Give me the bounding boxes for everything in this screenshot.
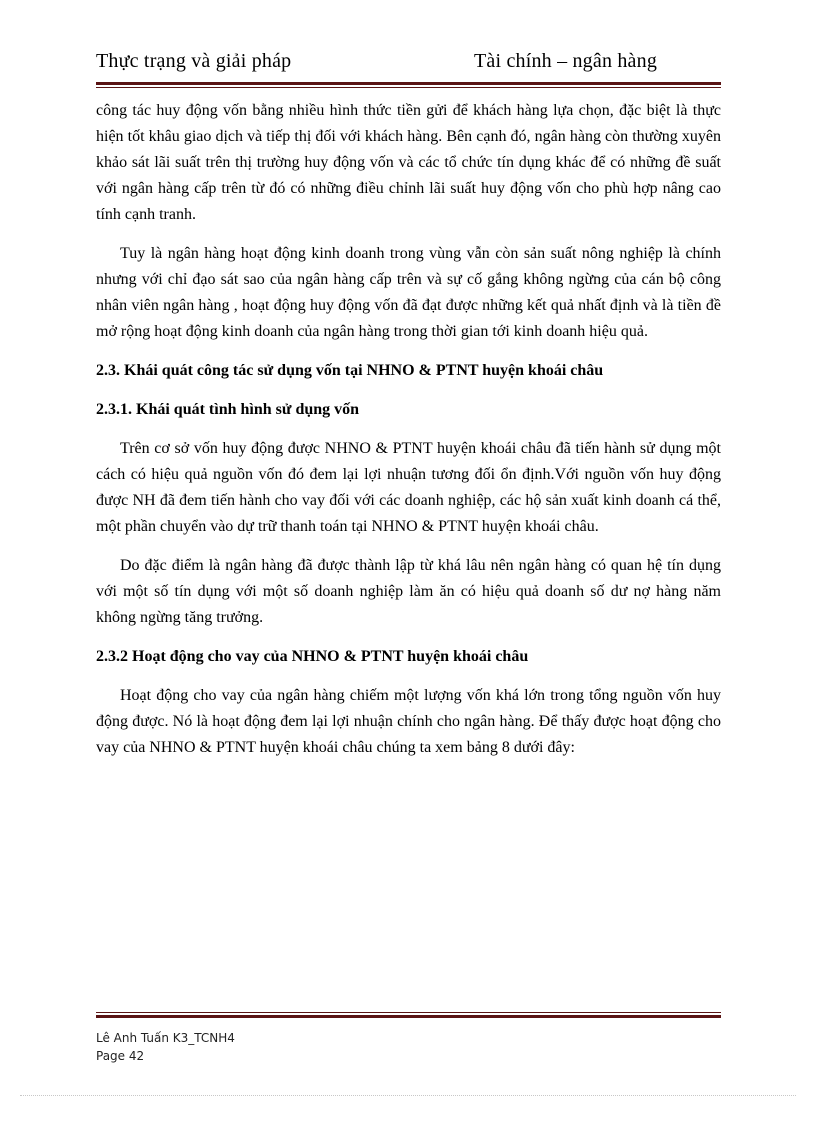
paragraph-3: Trên cơ sở vốn huy động được NHNO & PTNT huyện khoái châu đã tiến hành sử dụng một cách có hiệu quả nguồn vốn đó đem lại lợi nhuận tương đối ổn định.Với nguồn vốn huy động được NH đã đem tiến hành cho vay đối với các doanh nghiệp, các hộ sản xuất kinh doanh cá thể, một phần chuyển vào dự trữ thanh toán tại NHNO & PTNT huyện khoái châu. xyxy=(96,440,721,535)
page-header xyxy=(96,50,720,82)
section-heading-2-3: 2.3. Khái quát công tác sử dụng vốn tại NHNO & PTNT huyện khoái châu xyxy=(96,362,604,379)
page-footer xyxy=(96,1029,235,1065)
paragraph-5: Hoạt động cho vay của ngân hàng chiếm một lượng vốn khá lớn trong tổng nguồn vốn huy động được. Nó là hoạt động đem lại lợi nhuận chính cho ngân hàng. Để thấy được hoạt động cho vay của NHNO & PTNT huyện khoái châu chúng ta xem bảng 8 dưới đây: xyxy=(96,687,721,756)
paragraph-2: Tuy là ngân hàng hoạt động kinh doanh trong vùng vẫn còn sản suất nông nghiệp là chính nhưng với chỉ đạo sát sao của ngân hàng cấp trên và sự cố gắng không ngừng của cán bộ công nhân viên ngân hàng , hoạt động huy động vốn đã đạt được những kết quả nhất định và là tiền đề mở rộng hoạt động kinh doanh của ngân hàng trong thời gian tới kinh doanh hiệu quả. xyxy=(96,245,721,340)
header-rule-thin xyxy=(96,87,721,88)
footer-page-number: Page 42 xyxy=(96,1049,145,1063)
header-title-right: Tài chính – ngân hàng xyxy=(474,50,658,72)
section-heading-2-3-2: 2.3.2 Hoạt động cho vay của NHNO & PTNT huyện khoái châu xyxy=(96,648,529,665)
footer-author: Lê Anh Tuấn K3_TCNH4 xyxy=(96,1031,235,1045)
header-rule-thick xyxy=(96,82,721,85)
page-bottom-dotted-border xyxy=(20,1095,796,1096)
page-body xyxy=(96,98,721,774)
section-heading-2-3-1: 2.3.1. Khái quát tình hình sử dụng vốn xyxy=(96,401,360,418)
header-title-left: Thực trạng và giải pháp xyxy=(96,50,292,72)
footer-rule-thin xyxy=(96,1012,721,1013)
paragraph-1: công tác huy động vốn bằng nhiều hình thức tiền gửi để khách hàng lựa chọn, đặc biệt là thực hiện tốt khâu giao dịch và tiếp thị đối với khách hàng. Bên cạnh đó, ngân hàng còn thường xuyên khảo sát lãi suất trên thị trường huy động vốn và các tổ chức tín dụng khác để có những đề suất với ngân hàng cấp trên từ đó có những điều chỉnh lãi suất huy động vốn cho phù hợp nâng cao tính cạnh tranh. xyxy=(96,102,721,223)
paragraph-4: Do đặc điểm là ngân hàng đã được thành lập từ khá lâu nên ngân hàng có quan hệ tín dụng với một số tín dụng với một số doanh nghiệp làm ăn có hiệu quả doanh số dư nợ hàng năm không ngừng tăng trưởng. xyxy=(96,557,721,626)
footer-rule-thick xyxy=(96,1015,721,1018)
